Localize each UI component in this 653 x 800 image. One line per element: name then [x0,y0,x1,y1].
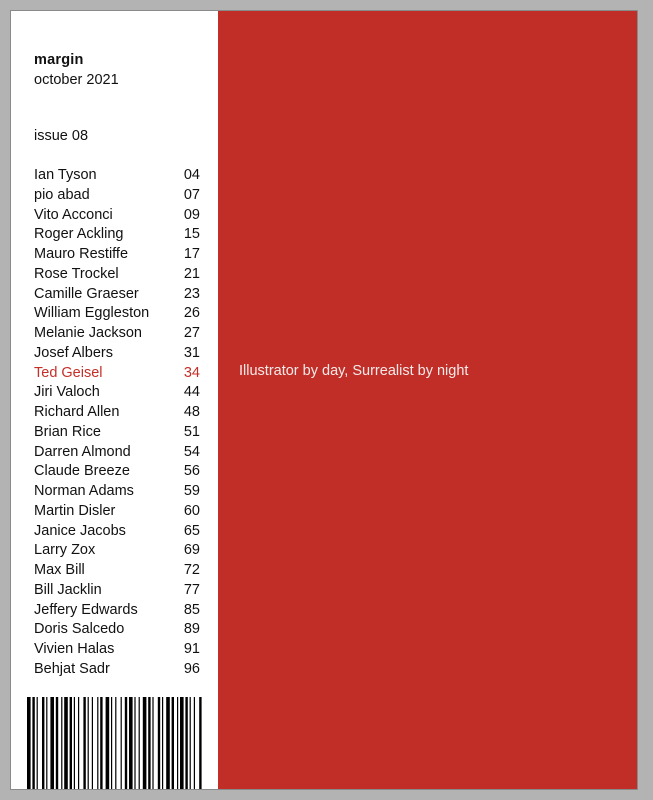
toc-item-page: 04 [183,167,200,183]
toc-item[interactable] [34,364,200,384]
toc-item-page: 59 [183,483,200,499]
toc-item-page: 09 [183,206,200,223]
toc-item-name: Melanie Jackson [34,325,142,341]
toc-item[interactable] [34,285,200,305]
toc-item-name: Camille Graeser [34,285,139,302]
toc-item[interactable] [34,640,200,660]
toc-item[interactable] [34,186,200,206]
toc-item-page: 54 [183,443,200,460]
toc-item-name: Darren Almond [34,443,131,460]
toc-item[interactable] [34,304,200,324]
toc-item-page: 21 [183,265,200,282]
toc-item[interactable] [34,601,200,621]
toc-item[interactable] [34,206,200,226]
toc-item-name: Rose Trockel [34,265,119,282]
toc-item-name: Mauro Restiffe [34,246,129,262]
toc-item[interactable] [34,403,200,423]
toc-item-name: Larry Zox [34,542,96,559]
toc-item[interactable] [34,225,200,245]
toc-item[interactable] [34,443,200,463]
cover-tagline: Illustrator by day, Surrealist by night [239,363,469,379]
magazine-spread [10,10,638,790]
toc-item[interactable] [34,462,200,482]
toc-item-page: 31 [183,344,200,361]
magazine-title: margin [34,52,84,68]
toc-item-page: 69 [183,542,200,559]
barcode-icon [27,697,202,789]
toc-item-page: 34 [183,364,200,381]
toc-item-name: William Eggleston [34,305,150,322]
toc-item[interactable] [34,245,200,265]
toc-item[interactable] [34,166,200,186]
toc-item-name: Norman Adams [34,483,134,499]
toc-item-name: Josef Albers [34,344,113,361]
toc-item-page: 96 [183,660,200,677]
issue-date: october 2021 [34,72,119,88]
toc-item[interactable] [34,324,200,344]
toc-item[interactable] [34,522,200,542]
toc-item-page: 65 [183,522,200,539]
toc-item-page: 72 [183,562,200,578]
toc-item[interactable] [34,383,200,403]
toc-item-page: 27 [183,325,200,341]
toc-item-name: Martin Disler [34,502,116,519]
toc-item-name: Vivien Halas [34,641,115,657]
toc-item-name: Jiri Valoch [34,384,100,401]
toc-item-page: 56 [183,463,200,480]
toc-item-page: 44 [183,384,200,401]
toc-item-page: 85 [183,601,200,618]
toc-item-name: Doris Salcedo [34,621,125,638]
toc-item-name: Roger Ackling [34,226,124,243]
toc-item-name: Richard Allen [34,404,120,420]
toc-item[interactable] [34,265,200,285]
toc-item-page: 15 [183,226,200,243]
toc-item-name: Vito Acconci [34,206,113,223]
toc-item[interactable] [34,482,200,502]
toc-item[interactable] [34,541,200,561]
toc-item-name: Bill Jacklin [34,581,102,598]
toc-item-page: 91 [183,641,200,657]
toc-item-name: Max Bill [34,562,85,578]
toc-item[interactable] [34,581,200,601]
toc-item[interactable] [34,344,200,364]
toc-item-name: Ted Geisel [34,364,103,381]
toc-item-name: Janice Jacobs [34,522,126,539]
toc-item[interactable] [34,620,200,640]
toc-item-name: Brian Rice [34,423,101,440]
issue-number: issue 08 [34,128,89,144]
toc-item-page: 23 [183,285,200,302]
toc-item-page: 51 [183,423,200,440]
toc-item-page: 07 [183,186,200,203]
toc-item-page: 77 [183,581,200,598]
toc-item-page: 17 [183,246,200,262]
toc-item-page: 89 [183,621,200,638]
toc-item-name: Behjat Sadr [34,660,110,677]
contents-list [34,166,200,680]
toc-item[interactable] [34,561,200,581]
toc-item-name: Ian Tyson [34,167,97,183]
toc-item[interactable] [34,423,200,443]
toc-item-page: 60 [183,502,200,519]
toc-item-page: 26 [183,305,200,322]
toc-item[interactable] [34,660,200,680]
toc-item-page: 48 [183,404,200,420]
toc-item-name: Jeffery Edwards [34,601,138,618]
cover-panel [218,11,637,789]
table-of-contents-panel [11,11,218,789]
toc-item-name: Claude Breeze [34,463,130,480]
toc-item-name: pio abad [34,186,90,203]
toc-item[interactable] [34,502,200,522]
